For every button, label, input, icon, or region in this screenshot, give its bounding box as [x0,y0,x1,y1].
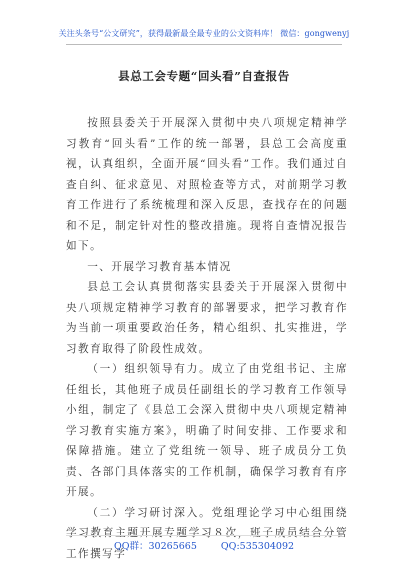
paragraph-overview: 县总工会认真贯彻落实县委关于开展深入贯彻中央八项规定精神学习教育的部署要求，把学习教育作为当前一项重要政治任务，精心组织、扎实推进，学习教育取得了阶段性成效。 [66,281,348,355]
document-body [66,113,348,564]
document-title: 县总工会专题“回头看”自查报告 [118,69,290,83]
paragraph-study: （二）学习研讨深入。党组理论学习中心组围绕学习教育主题开展专题学习８次，班子成员结合分管工作撰写学 [66,506,348,560]
footer-qq-group: QQ群：30265665 [113,541,197,552]
footer-divider [66,535,342,536]
header-promo: 关注头条号“公文研究”，获得最新最全最专业的公文资料库！ 微信：gongwenyj [58,29,350,38]
footer-qq: QQ:535304092 [220,541,295,552]
section-heading: 一、开展学习教育基本情况 [87,260,232,273]
header-divider [66,44,342,45]
footer-contacts [0,538,408,552]
paragraph-leadership: （一）组织领导有力。成立了由党组书记、主席任组长，其他班子成员任副组长的学习教育工作领导小组，制定了《县总工会深入贯彻中央八项规定精神学习教育实施方案》，明确了时间安排、工作要求和保障措施。建立了党组统一领导、班子成员分工负责、各部门具体落实的工作机制，确保学习教育有序开展。 [66,363,348,498]
paragraph-intro: 按照县委关于开展深入贯彻中央八项规定精神学习教育“回头看”工作的统一部署，县总工会高度重视，认真组织，全面开展“回头看”工作。我们通过自查自纠、征求意见、对照检查等方式，对前期学习教育工作进行了系统梳理和深入反思，查找存在的问题和不足，制定针对性的整改措施。现将自查情况报告如下。 [66,117,348,252]
